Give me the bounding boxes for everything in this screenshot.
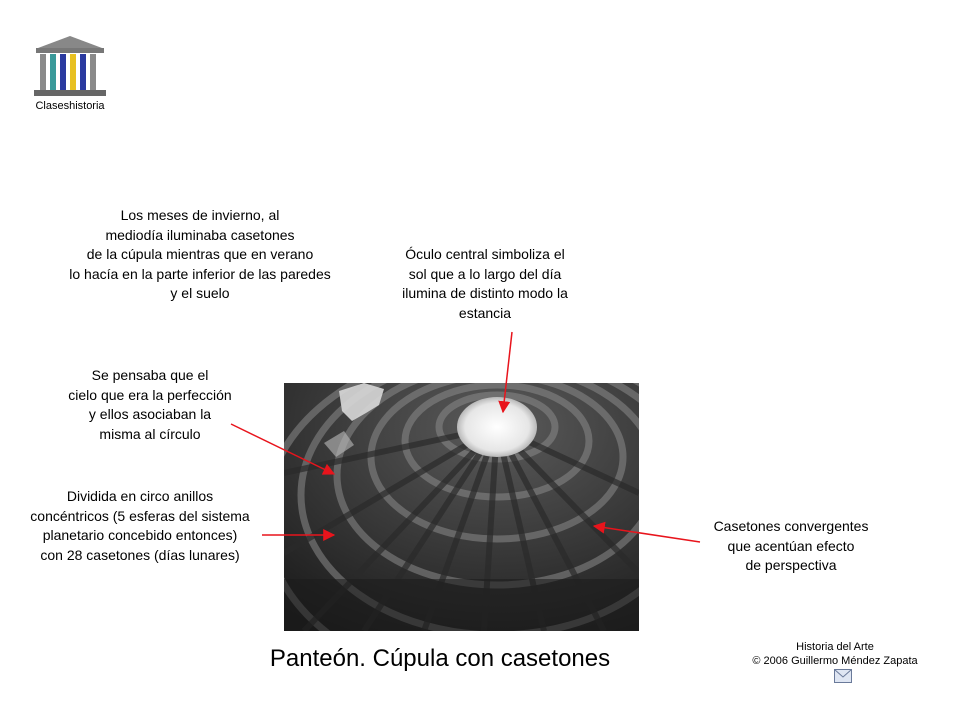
dome-photo [284, 383, 639, 631]
rings-note: Dividida en circo anillos concéntricos (5 esferas del sistema planetario concebido entonces) con 28 casetones (días lunares) [30, 488, 250, 563]
logo-caption: Claseshistoria [35, 100, 105, 112]
winter-light-note: Los meses de invierno, al mediodía iluminaba casetones de la cúpula mientras que en verano lo hacía en la parte inferior de las paredes y el suelo [69, 207, 331, 301]
perfection-note: Se pensaba que el cielo que era la perfección y ellos asociaban la misma al círculo [68, 367, 232, 442]
oculus-note: Óculo central simboliza el sol que a lo largo del día ilumina de distinto modo la estancia [402, 246, 568, 321]
slide-title: Panteón. Cúpula con casetones [269, 645, 611, 672]
logo-temple-icon [30, 34, 110, 100]
convergent-note: Casetones convergentes que acentúan efecto de perspectiva [713, 518, 869, 573]
footer-credit: Historia del Arte © 2006 Guillermo Méndez Zapata [752, 641, 918, 667]
mail-icon[interactable] [834, 669, 852, 683]
